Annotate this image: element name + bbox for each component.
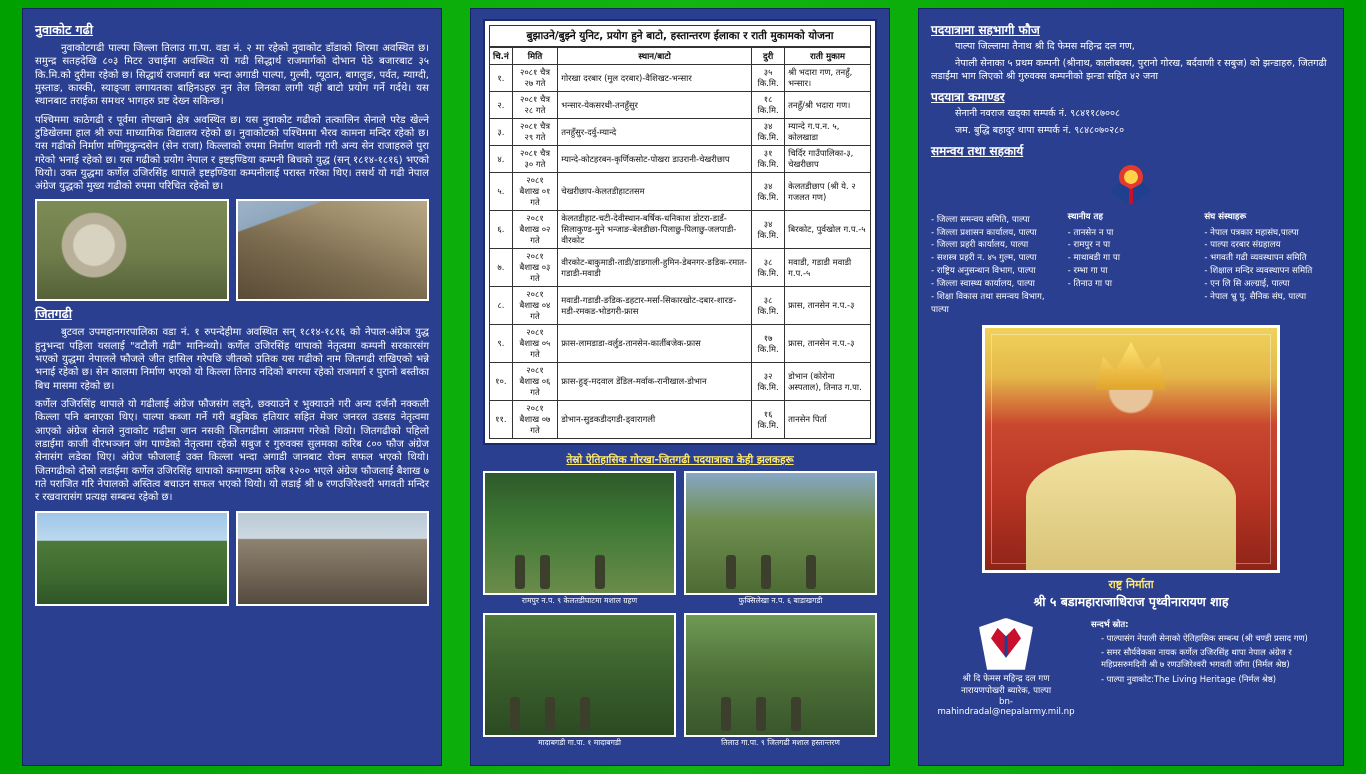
- table-cell: ३५ कि.मि.: [752, 65, 785, 92]
- table-cell: वीरकोट-बाकुमाडी-ताडी/डाडगाली-हुमिन-डेबनगर-ङडिक-रमात-गडाडी-मवाडी: [558, 249, 752, 287]
- jitgadhi-wall-photo: [236, 511, 430, 606]
- table-cell: २०८१ बैशाख ०४ गते: [512, 287, 558, 325]
- table-cell: गोरखा दरबार (मुल दरबार)-वैशिखट-भन्सार: [558, 65, 752, 92]
- nuwakot-paragraph-1: नुवाकोटगढी पाल्पा जिल्ला तिलाउ गा.पा. वडा नं. २ मा रहेको नुवाकोट डाँडाको शिरमा अवस्थित छ। समुन्द्र सतहदेखि ८०३ मिटर उचाईमा अवस्थित यो गढी सिद्धार्थ राजमार्गको दोभान पेठे बजारबाट ३५ कि.मि.को दुरीमा रहेको छ। सिद्धार्थ राजमार्ग बन्न भन्दा अगाडी पाल्पा, गुल्मी, प्यूठान, बागलुङ, पर्वत, म्याग्दी, मुस्ताङ, कास्की, स्याङ्जा लगायतका बाहिनऽहरु नुन तेल लिनका लागी यही बाटो प्रयोग गर्ने गर्दथे। यस स्थानबाट तराईका समथर भागहरु प्रष्ट देख्न सकिन्छ।: [35, 43, 429, 108]
- table-cell: ३२ कि.मि.: [752, 363, 785, 401]
- coordination-list-1: [931, 214, 1058, 317]
- list-item: - पाल्पा दरबार संग्रहालय: [1204, 240, 1281, 251]
- table-cell: मवाडी-गडाडी-ङडिक-डहटार-मर्सा-सिकारखोट-दबार-शारङ-मडी-रमकड-भोडगरी-फ्रास: [558, 287, 752, 325]
- photo-section-title: तेस्रो ऐतिहासिक गोरखा-जितगढी पदयात्राका केही झलकहरू: [566, 454, 794, 466]
- col-header-date: मिति: [512, 48, 558, 65]
- table-cell: २०८१ बैशाख ०६ गते: [512, 363, 558, 401]
- nuwakot-paragraph-2: पश्चिममा काठेगढी र पूर्वमा तोपखाने क्षेत्र अवस्थित छ। यस नुवाकोट गढीको तत्कालिन सेनाले परेड खेल्ने टुडिखेलमा हाल श्री रुपा माध्यामिक विद्यालय रहेको छ। नुवाकोटको पश्चिममा भैरव कामना मन्दिर रहेको छ। यस गढीको निर्माण मणिमुकुन्दसेन (सेन राजा) किल्लाको रुपमा निर्माण थालनी गरी अन्य सेन राजाहरुले पुरा गरेको भनाई रहेको छ। यस गढीको प्रयोग नेपाल र इष्टइण्डिया कम्पनी बिचको युद्ध (सन् १८१४-१८१६) भएको थियो। उक्त युद्धमा कर्णेल उजिरसिंह थापाले इष्टइण्डिया कम्पनीलाई परास्त गरेका थिए। तसर्थ यो गढी नेपाल अंग्रेज युद्धको मुख्य गढीको रुपमा परिचित रहेको छ।: [35, 114, 429, 193]
- footer: [931, 618, 1331, 717]
- table-cell: म्यान्दे ग.प.न. ५, कोलखाडा: [785, 119, 871, 146]
- table-cell: २०८१ चैत्र २७ गते: [512, 65, 558, 92]
- col-header-route: स्थान/बाटो: [558, 48, 752, 65]
- nuwakot-photo-row: [35, 199, 429, 301]
- list-item: - नेपाल पत्रकार महासंघ,पाल्पा: [1204, 227, 1299, 238]
- list-item: - जिल्ला प्रहरी कार्यालय, पाल्पा: [931, 240, 1029, 251]
- table-cell: २०८१ बैशाख ०२ गते: [512, 211, 558, 249]
- table-row: [490, 249, 871, 287]
- list-item: - सशस्त्र प्रहरी न. ४५ गुल्म, पाल्पा: [931, 253, 1037, 264]
- photo-caption-tilau: तिलाउ गा.पा. ९ जितगढी मशाल हस्तान्तरण: [721, 738, 840, 748]
- table-cell: २०८१ बैशाख ०१ गते: [512, 173, 558, 211]
- table-cell: १.: [490, 65, 513, 92]
- table-cell: १६ कि.मि.: [752, 401, 785, 439]
- table-cell: भन्सार-येकसरथी-तनहुँसुर: [558, 92, 752, 119]
- list-item: - जिल्ला स्वास्थ्य कार्यालय, पाल्पा: [931, 279, 1035, 290]
- table-cell: ३८ कि.मि.: [752, 249, 785, 287]
- table-cell: २०८१ चैत्र २८ गते: [512, 92, 558, 119]
- col-header-distance: दुरी: [752, 48, 785, 65]
- unit-name: श्री दि फेमस महिन्द्र दल गण: [962, 673, 1050, 684]
- table-cell: मवाडी, गडाडी मवाडी ग.प.-५: [785, 249, 871, 287]
- coordination-columns: [931, 211, 1331, 317]
- coordination-list-3: [1204, 227, 1331, 304]
- section-title-nuwakot: नुवाकोट गढी: [35, 22, 93, 37]
- table-cell: ८.: [490, 287, 513, 325]
- commander-line-1: सेनानी नवराज खड्का सम्पर्क नं. ९८४११८७००८: [955, 107, 1120, 119]
- coordination-col-1: [931, 211, 1058, 317]
- list-item: - माथाबडी गा पा: [1067, 253, 1120, 264]
- force-line-1: पाल्पा जिल्लामा तैनाथ श्री दि फेमस महिन्द्र दल गण,: [955, 41, 1135, 52]
- photo-caption-rampur: रामपुर न.प. ९ केलतडीघाटमा मशाल ग्रहण: [521, 596, 638, 605]
- list-item: - रम्भा गा पा: [1067, 266, 1108, 277]
- jitgadhi-park-photo: [35, 511, 229, 606]
- table-cell: श्री भदारा गण, तनहुँ, भन्सार।: [785, 65, 871, 92]
- right-column: [918, 8, 1344, 766]
- table-cell: ५.: [490, 173, 513, 211]
- nuwakot-rock-photo: [236, 199, 430, 301]
- sources-heading: सन्दर्भ स्रोत:: [1091, 618, 1129, 629]
- table-row: [490, 363, 871, 401]
- schedule-table: [489, 47, 871, 439]
- table-cell: ६.: [490, 211, 513, 249]
- list-item: - तानसेन न पा: [1067, 227, 1114, 238]
- king-portrait: [982, 325, 1280, 573]
- table-row: [490, 401, 871, 439]
- table-cell: १०.: [490, 363, 513, 401]
- list-item: - समर सौर्यवेकका नायक कर्णेल उजिरसिंह थापा नेपाल अंग्रेज र महिप्रसरुमदिनी श्री ७ रणउजिरेश्वरी भगवती जाँगा (निर्मल श्रेष्ठ): [1101, 647, 1292, 670]
- table-cell: २.: [490, 92, 513, 119]
- photo-phuksilekha: [684, 471, 877, 595]
- table-cell: तनहुँ/श्री भदारा गण।: [785, 92, 871, 119]
- table-cell: ३४ कि.मि.: [752, 119, 785, 146]
- table-cell: ३.: [490, 119, 513, 146]
- col-header-sn: चि.नं: [490, 48, 513, 65]
- list-item: - रामपुर न पा: [1067, 240, 1111, 251]
- photo-caption-madabgadhi: मादाबगडी गा.पा. १ मादाबगडी: [538, 738, 621, 748]
- table-row: [490, 211, 871, 249]
- table-cell: फ्रास-हुङ्-मदवाल डेंडिल-मर्वाक-रानीखाल-डोभान: [558, 363, 752, 401]
- coordination-col-3: [1204, 211, 1331, 317]
- table-cell: केलतडीछाप (श्री ये. २ गजलत गण): [785, 173, 871, 211]
- table-cell: १८ कि.मि.: [752, 92, 785, 119]
- unit-place: नारायणपोखरी ब्यारेक, पाल्पा: [960, 685, 1052, 696]
- jitgadhi-paragraph-1: बुटवल उपमहानगरपालिका वडा नं. १ रुपन्देहीमा अवस्थित सन् १८१४-१८१६ को नेपाल-अंग्रेज युद्ध हुनुभन्दा पहिला यसलाई "वटौली गढी" मानिन्थ्यो। कर्णेल उजिरसिंह थापाको नेतृत्वमा कम्पनी सरकारसंग भएको युद्धमा नेपालले फौजले जीत हासिल गरेपछि जीतको प्रतिक यस गढीको नाम जितगढी राखिएको भन्ने भनाई रहेको छ। सेन कालमा निर्माण भएको यो किल्ला तिनाउ नदिको बगरमा रहेको राजमार्ग र पुरानो बस्तीका बिच मासमा रहेको छ।: [35, 327, 429, 392]
- photo-grid: [483, 471, 877, 748]
- table-cell: केलतडीहाट-चटी-देवीस्थान-बर्षिक-धनिकाश डोटरा-डाडँ-सिलाकुण्ड-मुने भन्जाङ-बेलडीछा-पिलाछु-पिलाछु-जलपाडी-वीरकोट: [558, 211, 752, 249]
- table-cell: ३४ कि.मि.: [752, 173, 785, 211]
- table-cell: डोभान-सुडकडीदगडी-ड्वारागली: [558, 401, 752, 439]
- list-item: - भगवती गढी व्यवस्थापन समिति: [1204, 253, 1307, 264]
- table-cell: २०८१ बैशाख ०३ गते: [512, 249, 558, 287]
- table-cell: म्यान्दे-कोटहरबन-कृर्णिकसोट-पोखरा डाउरानी-चेखरीछाप: [558, 146, 752, 173]
- table-cell: ३४ कि.मि.: [752, 211, 785, 249]
- table-cell: २०८१ चैत्र २९ गते: [512, 119, 558, 146]
- col-header-night-halt: राती मुकाम: [785, 48, 871, 65]
- list-item: - जिल्ला समन्वय समिति, पाल्पा: [931, 214, 1030, 225]
- table-cell: १७ कि.मि.: [752, 325, 785, 363]
- king-caption-name: श्री ५ बडामहाराजाधिराज पृथ्वीनारायण शाह: [1033, 593, 1229, 609]
- table-row: [490, 146, 871, 173]
- table-row: [490, 92, 871, 119]
- table-row: [490, 325, 871, 363]
- table-cell: ४.: [490, 146, 513, 173]
- table-cell: २०८१ चैत्र ३० गते: [512, 146, 558, 173]
- table-cell: चिर्दिर गाउँपालिका-३, चेखरीछाप: [785, 146, 871, 173]
- left-column: [22, 8, 442, 766]
- schedule-table-wrapper: [483, 19, 877, 445]
- nuwakot-fort-photo: [35, 199, 229, 301]
- unit-logo-icon: [979, 618, 1033, 670]
- list-item: - पाल्पासंग नेपाली सेनाको ऐतिहासिक सम्बन्ध (श्री चण्डी प्रसाद गण): [1101, 633, 1308, 643]
- list-item: - जिल्ला प्रशासन कार्यालय, पाल्पा: [931, 227, 1037, 238]
- unit-block: [931, 618, 1081, 717]
- commander-line-2: जम. बुद्धि बहादुर थापा सम्पर्क नं. ९८४८०७०२८०: [955, 124, 1125, 136]
- list-item: - राष्ट्रिय अनुसन्धान विभाग, पाल्पा: [931, 266, 1036, 277]
- table-cell: बिरकोट, पुर्वखोल ग.प.-५: [785, 211, 871, 249]
- sources-block: [1091, 618, 1331, 717]
- middle-column: [470, 8, 890, 766]
- title-commander: पदयात्रा कमाण्डर: [931, 89, 1005, 104]
- table-row: [490, 119, 871, 146]
- table-cell: चेखरीछाप-केलतडीहाटतसम: [558, 173, 752, 211]
- table-cell: २०८१ बैशाख ०५ गते: [512, 325, 558, 363]
- coordination-list-2: [1068, 227, 1195, 291]
- list-item: - एन लि सि अल्ग्राई, पाल्पा: [1204, 279, 1290, 290]
- table-header-row: [490, 48, 871, 65]
- jitgadhi-paragraph-2: कर्णेल उजिरसिंह थापाले यो गढीलाई अंग्रेज फौजसंग लड्ने, छक्याउने र भुक्याउने गरी अन्य दर्जनौ नक्कली किल्ला पनि बनाएका थिए। पाल्पा कब्जा गर्ने गरी बडुबिक हतियार सहित मेजर जनरल उडसड नेतृत्वमा आएको अंग्रेज सेनाले नुवाकोट गढीमा जान नसकी जितगढीमा आक्रमण गरेको थियो। जितगढीको पहिलो लडाईमा काजी वीरभञ्जन जंग पाण्डेको नेतृत्वमा रहेको सबुज र गुरुवक्स सुलमका करिब ८०० फौज अंग्रेज सेनासंग लडेका थिए। अंग्रेज फौजलाई उक्त किल्ला भन्दा अगाडी जानबाट रोक्न सफल भएको थियो। जितगढीको दोस्रो लडाईमा कर्णेल उजिरसिंह थापाको कमाण्डमा करिब १२०० भएले अंग्रेज फौजलाई बैशाख ७ गते पराजित गरि नेपालको अस्तित्व बचाउन सफल भएको थियो। यो लडाई श्री ७ रणउजिरेश्वरी भगवती मन्दिर र रखवारासंग प्रत्यक्ष सम्बन्ध रहेको छ।: [35, 399, 429, 504]
- table-cell: ३८ कि.मि.: [752, 287, 785, 325]
- table-cell: ११.: [490, 401, 513, 439]
- army-emblem-icon: [1108, 163, 1154, 209]
- photo-caption-phuksilekha: फुक्सिलेखा न.प. ६ बाडाखगडी: [738, 596, 823, 605]
- table-row: [490, 65, 871, 92]
- king-caption-title: राष्ट्र निर्माता: [1108, 577, 1154, 591]
- list-item: - तिनाउ गा पा: [1067, 279, 1112, 290]
- table-cell: फ्रास, तानसेन न.प.-३: [785, 325, 871, 363]
- list-item: - पाल्पा नुवाकोट:The Living Heritage (निर्मल श्रेष्ठ): [1101, 673, 1277, 684]
- photo-rampur: [483, 471, 676, 595]
- table-cell: तानसेन पिर्ता: [785, 401, 871, 439]
- section-title-jitgadhi: जितगढी: [35, 306, 72, 322]
- list-item: - शिक्षा विकास तथा समन्वय विभाग, पाल्पा: [931, 292, 1045, 315]
- table-row: [490, 287, 871, 325]
- photo-madabgadhi: [483, 613, 676, 737]
- table-cell: डोभान (कोरोना अस्पताल), तिनाउ ग.पा.: [785, 363, 871, 401]
- table-row: [490, 173, 871, 211]
- table-cell: तनहुँसुर-दर्वु-म्यान्दे: [558, 119, 752, 146]
- coordination-col-2-head: स्थानीय तह: [1067, 211, 1103, 222]
- photo-tilau: [684, 613, 877, 737]
- table-cell: ९.: [490, 325, 513, 363]
- title-participating-force: पदयात्रामा सहभागी फौज: [931, 23, 1040, 37]
- unit-email[interactable]: bn-mahindradal@nepalarmy.mil.np: [937, 696, 1075, 717]
- coordination-col-2: [1068, 211, 1195, 317]
- list-item: - नेपाल भ्रु पु. सैनिक संघ, पाल्पा: [1204, 292, 1307, 303]
- schedule-table-title: बुझाउने/बुझ्ने युनिट, प्रयोग हुने बाटो, हस्तान्तरण ईलाका र राती मुकामको योजना: [489, 25, 871, 47]
- table-cell: फ्रास, तानसेन न.प.-३: [785, 287, 871, 325]
- force-line-2: नेपाली सेनाका ५ प्रथम कम्पनी (श्रीनाथ, कालीबक्स, पुरानो गोरख, बर्दवाणी र सबुज) को झन्डाहरु, जितगढी लडाईंमा भाग लिएको श्री गुरुवक्स कम्पनीको झन्डा सहित ४२ जना: [931, 57, 1327, 82]
- jitgadhi-photo-row: [35, 511, 429, 606]
- table-cell: २०८१ बैशाख ०७ गते: [512, 401, 558, 439]
- table-cell: फ्रास-लामडाडा-वर्लुड-तानसेन-कार्तीबजेक-फ्रास: [558, 325, 752, 363]
- sources-list: [1091, 632, 1331, 685]
- title-coordination: समन्वय तथा सहकार्य: [931, 143, 1024, 158]
- list-item: - शिक्षाल मन्दिर व्यवस्थापन समिति: [1204, 266, 1313, 277]
- table-cell: ३१ कि.मि.: [752, 146, 785, 173]
- coordination-col-3-head: संघ संस्थाहरू: [1204, 211, 1247, 222]
- table-cell: ७.: [490, 249, 513, 287]
